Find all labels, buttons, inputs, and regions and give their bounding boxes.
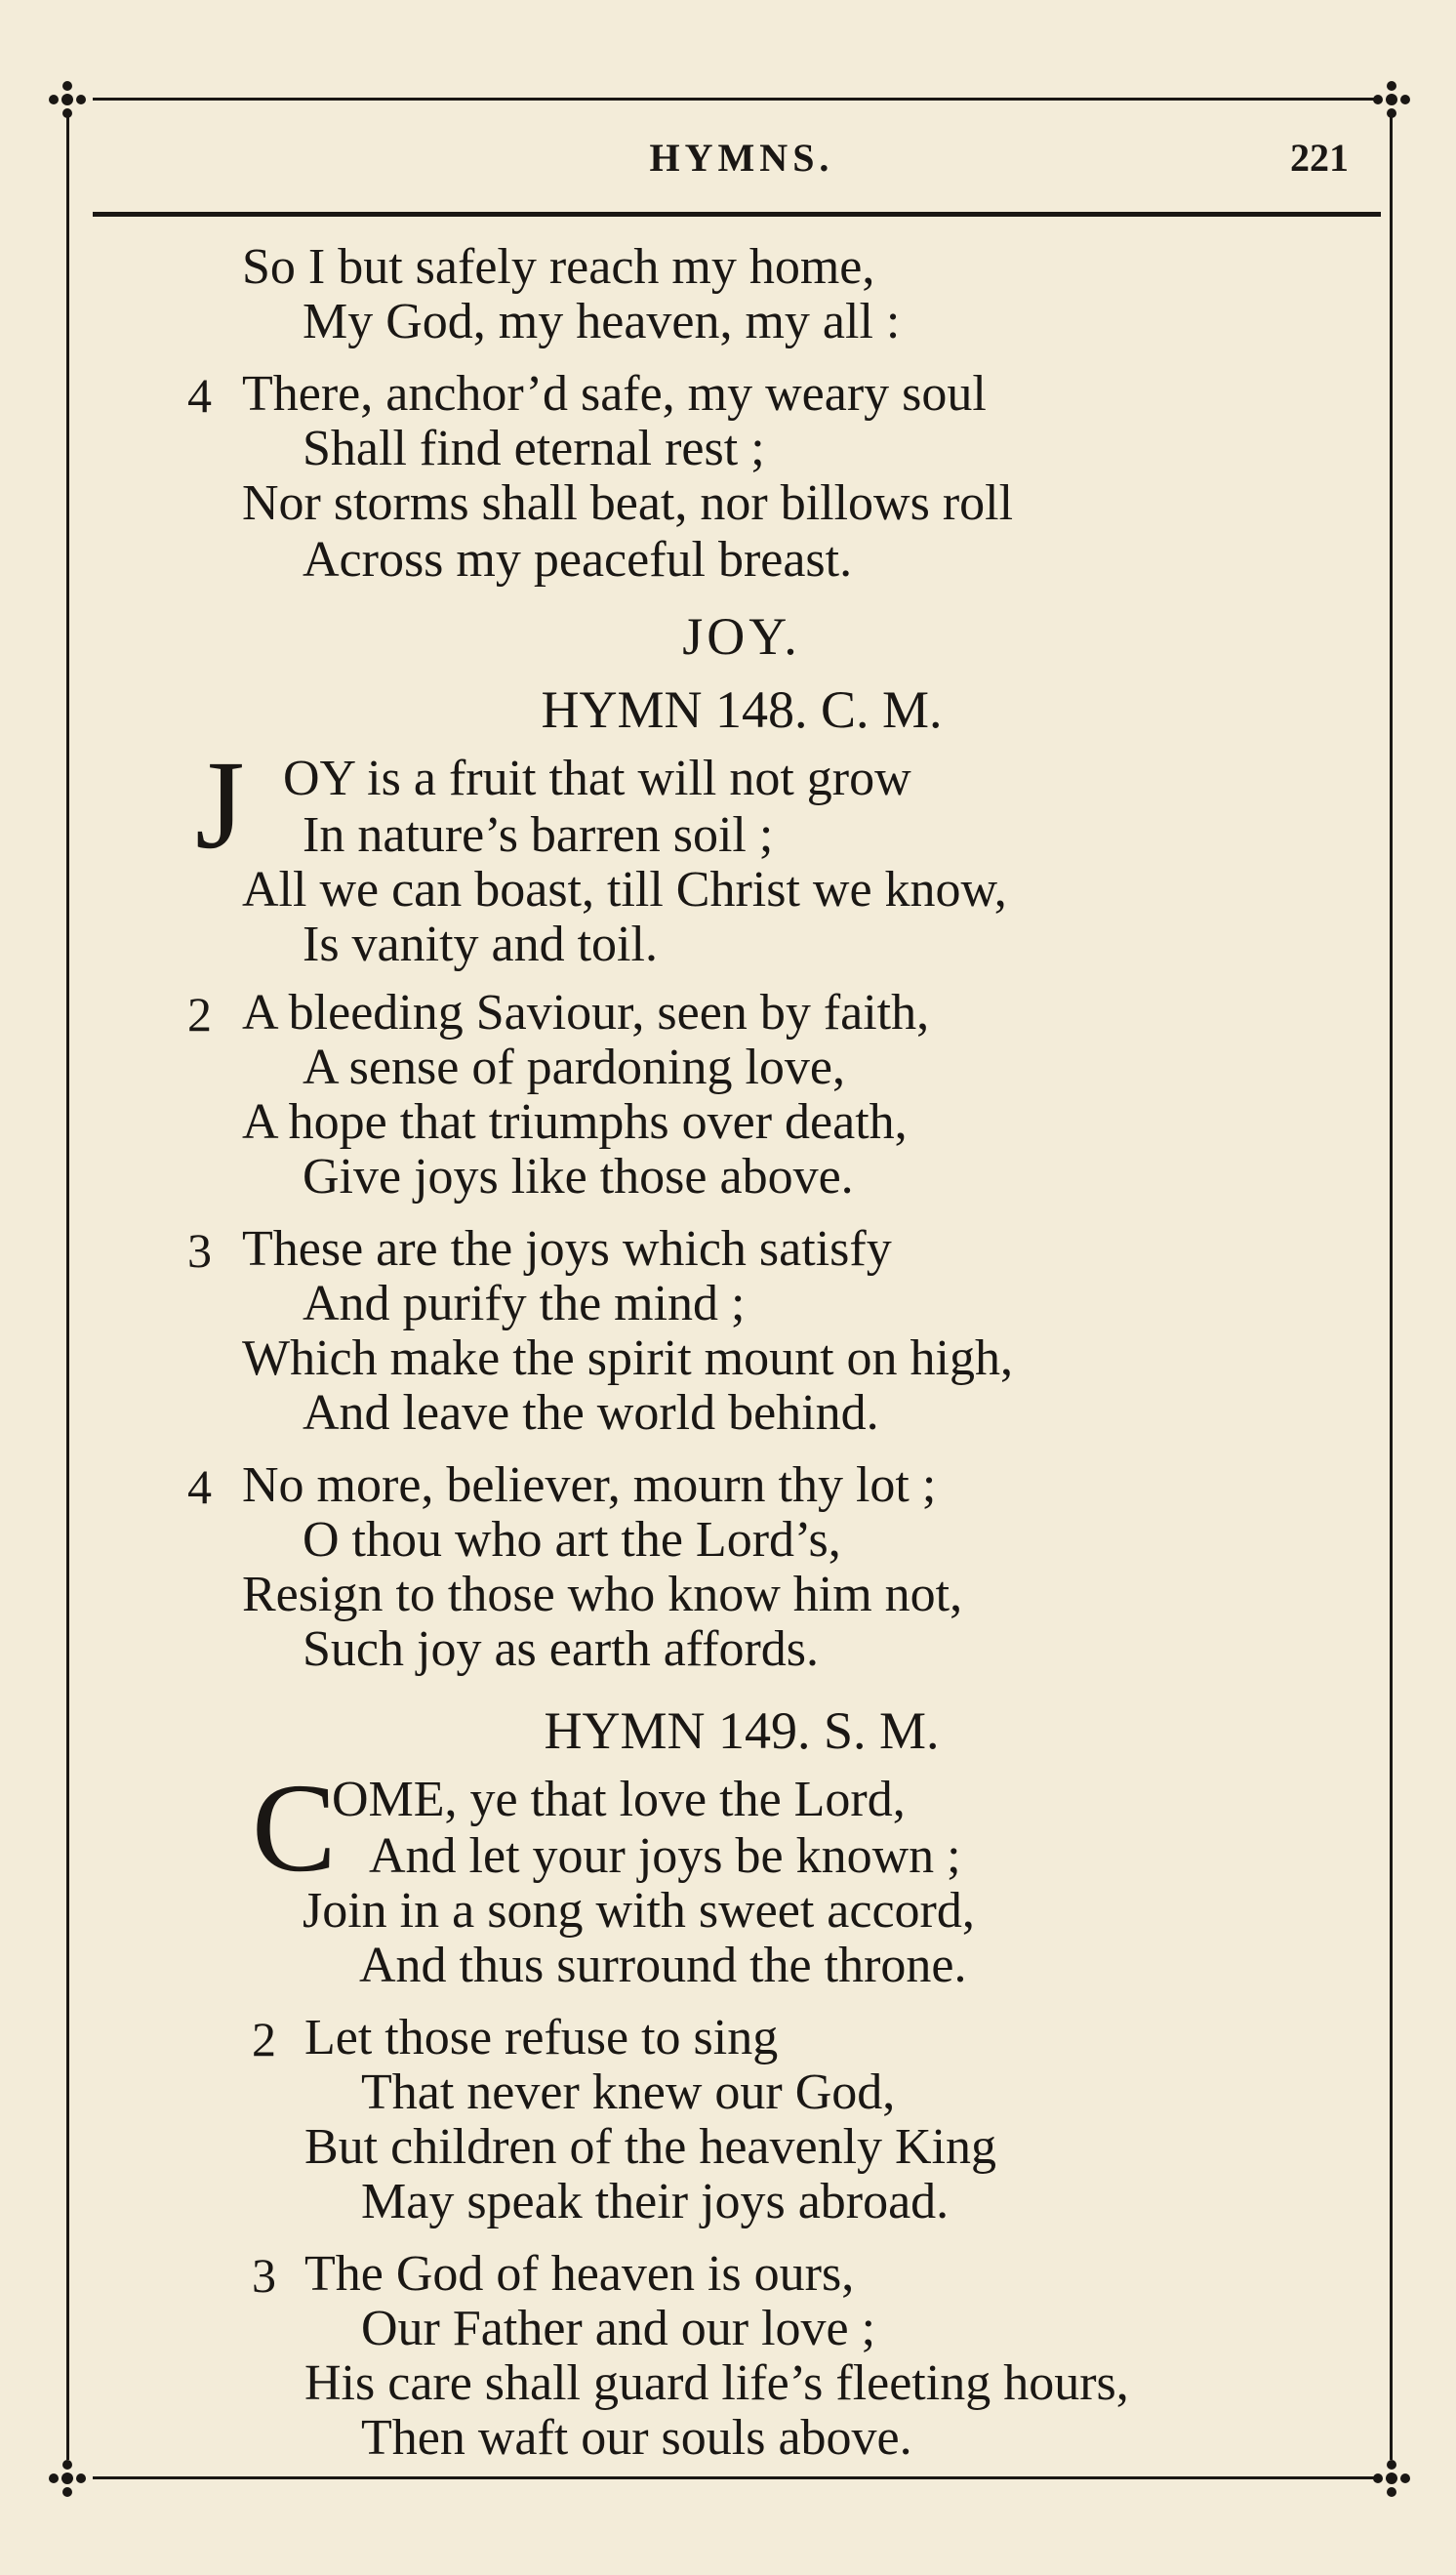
left-border-line [66,117,69,2460]
verse-line: Resign to those who know him not, [242,1567,963,1622]
verse-line: No more, believer, mourn thy lot ; [242,1457,937,1513]
corner-ornament-icon [45,2456,90,2501]
verse-line: Nor storms shall beat, nor billows roll [242,475,1014,531]
verse-line: Then waft our souls above. [361,2410,912,2466]
verse-line: All we can boast, till Christ we know, [242,862,1007,918]
verse-line: A hope that triumphs over death, [242,1094,908,1150]
verse-line: His care shall guard life’s fleeting hours, [304,2355,1129,2411]
verse-line: And purify the mind ; [303,1276,746,1331]
verse-line: Let those refuse to sing [304,2010,779,2065]
corner-ornament-icon [45,77,90,122]
bottom-rule [93,2476,1381,2479]
corner-ornament-icon [1369,77,1414,122]
stanza-number: 2 [187,987,212,1042]
stanza-number: 4 [187,1459,212,1514]
verse-line: May speak their joys abroad. [361,2174,950,2229]
verse-line: These are the joys which satisfy [242,1221,892,1277]
header-rule [93,212,1381,217]
drop-cap: C [252,1758,337,1899]
stanza-number: 3 [187,1223,212,1278]
verse-line: That never knew our God, [361,2064,896,2120]
verse-line: O thou who art the Lord’s, [303,1512,841,1568]
verse-line: Which make the spirit mount on high, [242,1330,1013,1386]
running-title: HYMNS. [649,136,834,180]
verse-line: And thus surround the throne. [359,1938,967,1993]
verse-line: Join in a song with sweet accord, [303,1883,975,1939]
verse-line: Is vanity and toil. [303,917,658,972]
verse-line: Across my peaceful breast. [303,532,853,588]
verse-line: There, anchor’d safe, my weary soul [242,366,987,422]
verse-line: In nature’s barren soil ; [303,807,774,863]
verse-line: The God of heaven is ours, [304,2246,855,2302]
hymn-title: HYMN 148. C. M. [541,680,943,739]
verse-line: Give joys like those above. [303,1149,854,1205]
top-rule [93,98,1381,101]
stanza-number: 2 [252,2012,276,2066]
verse-line: A sense of pardoning love, [303,1040,846,1095]
verse-line: And leave the world behind. [303,1385,879,1441]
verse-line: But children of the heavenly King [304,2119,997,2175]
stanza-number: 4 [187,368,212,423]
drop-cap: J [195,735,245,876]
right-border-line [1390,117,1393,2460]
page-number: 221 [1290,136,1349,180]
verse-line: Such joy as earth affords. [303,1621,820,1677]
verse-line: Shall find eternal rest ; [303,421,765,476]
hymn-title: HYMN 149. S. M. [544,1701,940,1760]
section-title: JOY. [682,607,801,666]
corner-ornament-icon [1369,2456,1414,2501]
verse-line: So I but safely reach my home, [242,239,875,295]
verse-line: OY is a fruit that will not grow [283,751,911,806]
verse-line: And let your joys be known ; [369,1828,961,1884]
verse-line: My God, my heaven, my all : [303,294,901,349]
verse-line: OME, ye that love the Lord, [332,1772,906,1827]
verse-line: A bleeding Saviour, seen by faith, [242,985,930,1041]
verse-line: Our Father and our love ; [361,2301,876,2356]
stanza-number: 3 [252,2248,276,2303]
